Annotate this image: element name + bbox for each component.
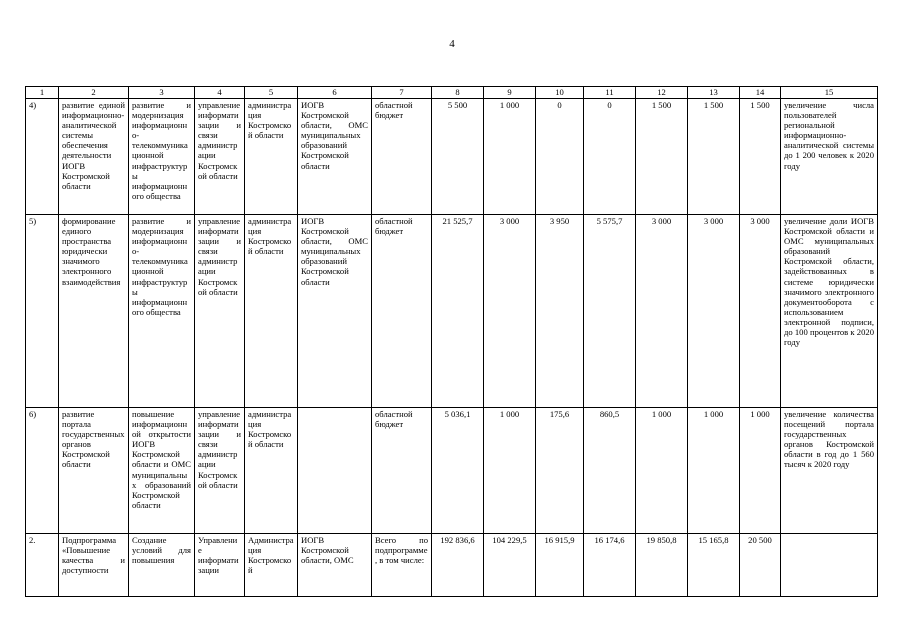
amount-year: 0 [536, 99, 584, 215]
amount-year: 20 500 [740, 534, 781, 597]
amount-year: 1 500 [636, 99, 688, 215]
responsible: администрация Костромской области [245, 408, 298, 534]
column-number: 3 [129, 87, 195, 99]
task-name: повышение информационной открытости ИОГВ Костромской области и ОМС муниципальных образований Костромской области [129, 408, 195, 534]
column-number: 4 [195, 87, 245, 99]
table-row [26, 534, 878, 597]
measure-name: развитие единой информационно-аналитической системы обеспечения деятельности ИОГВ Костромской области [59, 99, 129, 215]
column-number: 13 [688, 87, 740, 99]
amount-year: 19 850,8 [636, 534, 688, 597]
table-row [26, 215, 878, 408]
participants: ИОГВ Костромской области, ОМС муниципальных образований Костромской области [298, 99, 372, 215]
funding-source: областной бюджет [372, 215, 432, 408]
column-number: 15 [781, 87, 878, 99]
column-number: 12 [636, 87, 688, 99]
amount-total: 5 036,1 [432, 408, 484, 534]
measure-name: развитие портала государственных органов Костромской области [59, 408, 129, 534]
responsible: Администрация Костромской [245, 534, 298, 597]
executor: Управление информатизации [195, 534, 245, 597]
executor: управление информатизации и связи администрации Костромской области [195, 99, 245, 215]
expected-result: увеличение числа пользователей региональной информационно-аналитической системы до 1 200 человек к 2020 году [781, 99, 878, 215]
amount-year: 15 165,8 [688, 534, 740, 597]
amount-year: 1 000 [484, 99, 536, 215]
column-number: 11 [584, 87, 636, 99]
table-row [26, 408, 878, 534]
amount-total: 192 836,6 [432, 534, 484, 597]
program-table [25, 86, 878, 597]
amount-year: 1 500 [688, 99, 740, 215]
column-number: 7 [372, 87, 432, 99]
row-index: 4) [26, 99, 59, 215]
expected-result: увеличение количества посещений портала государственных органов Костромской области в год до 1 560 тысяч к 2020 году [781, 408, 878, 534]
amount-year: 3 000 [636, 215, 688, 408]
amount-year: 175,6 [536, 408, 584, 534]
amount-year: 104 229,5 [484, 534, 536, 597]
row-index: 6) [26, 408, 59, 534]
task-name: Создание условий для повышения [129, 534, 195, 597]
responsible: администрация Костромской области [245, 99, 298, 215]
funding-source: областной бюджет [372, 99, 432, 215]
responsible: администрация Костромской области [245, 215, 298, 408]
column-number: 2 [59, 87, 129, 99]
amount-year: 0 [584, 99, 636, 215]
amount-year: 1 000 [688, 408, 740, 534]
expected-result [781, 534, 878, 597]
executor: управление информатизации и связи администрации Костромской области [195, 408, 245, 534]
participants: ИОГВ Костромской области, ОМС [298, 534, 372, 597]
executor: управление информатизации и связи администрации Костромской области [195, 215, 245, 408]
column-number: 9 [484, 87, 536, 99]
column-number: 10 [536, 87, 584, 99]
column-number: 8 [432, 87, 484, 99]
expected-result: увеличение доли ИОГВ Костромской области и ОМС муниципальных образований Костромской области, задействованных в системе юридически значимого электронного документооборота с использованием электронной подписи, до 100 процентов к 2020 году [781, 215, 878, 408]
amount-year: 16 915,9 [536, 534, 584, 597]
row-index: 5) [26, 215, 59, 408]
amount-year: 1 000 [636, 408, 688, 534]
amount-year: 16 174,6 [584, 534, 636, 597]
task-name: развитие и модернизация информационно-телекоммуникационной инфраструктуры информационного общества [129, 99, 195, 215]
table-row [26, 99, 878, 215]
measure-name: формирование единого пространства юридически значимого электронного взаимодействия [59, 215, 129, 408]
funding-source: Всего по подпрограмме, в том числе: [372, 534, 432, 597]
amount-year: 860,5 [584, 408, 636, 534]
participants: ИОГВ Костромской области, ОМС муниципальных образований Костромской области [298, 215, 372, 408]
amount-total: 21 525,7 [432, 215, 484, 408]
amount-total: 5 500 [432, 99, 484, 215]
page-number: 4 [449, 38, 455, 50]
amount-year: 3 000 [484, 215, 536, 408]
column-number-row [26, 87, 878, 99]
row-index: 2. [26, 534, 59, 597]
column-number: 14 [740, 87, 781, 99]
amount-year: 3 950 [536, 215, 584, 408]
amount-year: 3 000 [688, 215, 740, 408]
participants [298, 408, 372, 534]
measure-name: Подпрограмма «Повышение качества и доступности [59, 534, 129, 597]
amount-year: 1 500 [740, 99, 781, 215]
column-number: 5 [245, 87, 298, 99]
task-name: развитие и модернизация информационно-телекоммуникационной инфраструктуры информационного общества [129, 215, 195, 408]
amount-year: 5 575,7 [584, 215, 636, 408]
funding-source: областной бюджет [372, 408, 432, 534]
column-number: 6 [298, 87, 372, 99]
amount-year: 3 000 [740, 215, 781, 408]
amount-year: 1 000 [740, 408, 781, 534]
program-table-container [25, 86, 877, 576]
amount-year: 1 000 [484, 408, 536, 534]
column-number: 1 [26, 87, 59, 99]
